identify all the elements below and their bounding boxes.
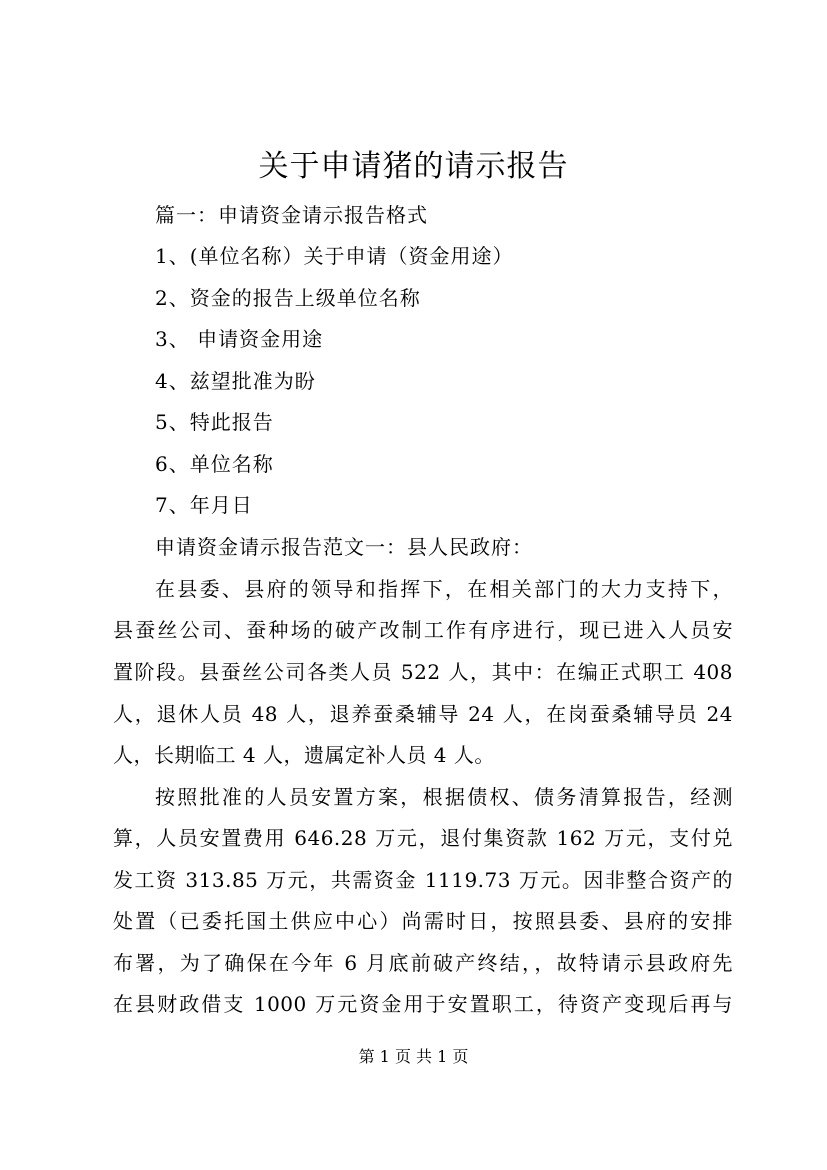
paragraph-line: 县蚕丝公司、蚕种场的破产改制工作有序进行，现已进入人员安 — [113, 618, 733, 642]
paragraph-line: 人，退休人员 48 人，退养蚕桑辅导 24 人，在岗蚕桑辅导员 24 — [113, 702, 733, 726]
document-title: 关于申请猪的请示报告 — [258, 149, 569, 184]
paragraph-line: 算，人员安置费用 646.28 万元，退付集资款 162 万元，支付兑 — [113, 826, 733, 850]
page-footer: 第 1 页 共 1 页 — [358, 1047, 469, 1066]
outline-item-6: 6、单位名称 — [155, 452, 274, 476]
outline-heading: 篇一：申请资金请示报告格式 — [155, 203, 428, 227]
outline-item-2: 2、资金的报告上级单位名称 — [155, 286, 421, 310]
sample-heading: 申请资金请示报告范文一：县人民政府： — [155, 535, 533, 559]
paragraph-line: 处置（已委托国土供应中心）尚需时日，按照县委、县府的安排 — [113, 909, 733, 933]
paragraph-line: 发工资 313.85 万元，共需资金 1119.73 万元。因非整合资产的 — [113, 868, 733, 892]
paragraph-line: 布署，为了确保在今年 6 月底前破产终结，，故特请示县政府先 — [113, 951, 733, 975]
outline-item-7: 7、年月日 — [155, 493, 253, 517]
outline-item-4: 4、兹望批准为盼 — [155, 369, 316, 393]
outline-item-3: 3、 申请资金用途 — [155, 327, 324, 351]
outline-item-1: 1、(单位名称）关于申请（资金用途） — [155, 244, 514, 268]
paragraph-line: 按照批准的人员安置方案，根据债权、债务清算报告，经测 — [155, 785, 733, 809]
paragraph-line: 在县财政借支 1000 万元资金用于安置职工，待资产变现后再与 — [113, 992, 733, 1016]
paragraph-line: 在县委、县府的领导和指挥下，在相关部门的大力支持下， — [155, 577, 733, 601]
paragraph-line: 人，长期临工 4 人，遗属定补人员 4 人。 — [113, 743, 495, 767]
outline-item-5: 5、特此报告 — [155, 410, 274, 434]
paragraph-line: 置阶段。县蚕丝公司各类人员 522 人，其中：在编正式职工 408 — [113, 660, 733, 684]
